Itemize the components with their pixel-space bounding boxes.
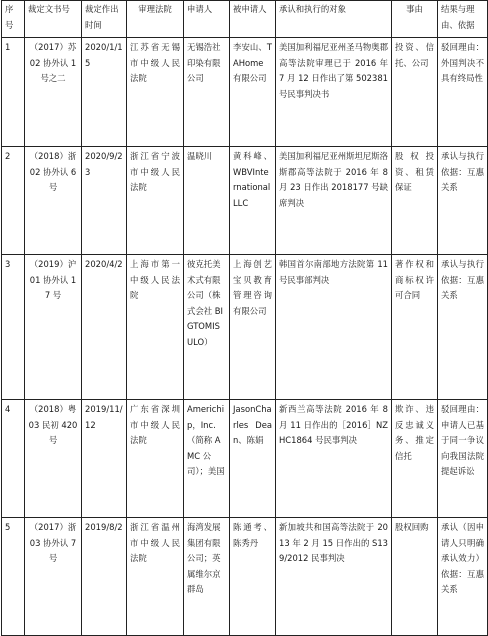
cell-object: 美国加利福尼亚州斯坦尼斯洛斯郡高等法院于 2016 年 8 月 23 日作出 2018177 号缺席判决 <box>276 147 392 255</box>
table-row <box>2 38 488 147</box>
cell-object: 韩国首尔南部地方法院第 11 号民事部判决 <box>276 255 392 400</box>
cell-ruling-date: 2019/11/12 <box>82 400 127 518</box>
cell-result: 承认与执行依据：互惠关系 <box>438 147 488 255</box>
cell-court: 江苏省无锡市中级人民法院 <box>127 38 184 147</box>
cell-object: 新西兰高等法院 2016 年 8 月 11 日作出的［2016］NZHC1864 号民事判决 <box>276 400 392 518</box>
table-row <box>2 147 488 255</box>
cell-applicant: Americhip，Inc.（简称 AMC 公司）；美国 <box>184 400 230 518</box>
cell-respondent: JasonCharles Dean、陈娟 <box>230 400 276 518</box>
cell-no: 2 <box>2 147 25 255</box>
header-respondent: 被申请人 <box>230 1 276 38</box>
cell-cause: 股权投资、租赁保证 <box>392 147 438 255</box>
cell-result: 驳回理由：外国判决不具有终局性 <box>438 38 488 147</box>
cell-doc-number: （2019）沪 01 协外认 17 号 <box>25 255 82 400</box>
table-header-row <box>2 1 488 38</box>
cell-court: 浙江省温州市中级人民法院 <box>127 518 184 636</box>
cell-applicant: 彼克托美术式有限公司（株式会社 BIGTOMISULO） <box>184 255 230 400</box>
header-applicant: 申请人 <box>184 1 230 38</box>
cell-applicant: 无锡浩社印染有限公司 <box>184 38 230 147</box>
header-doc-number: 裁定文书号 <box>25 1 82 38</box>
table-row <box>2 400 488 518</box>
table-row <box>2 518 488 636</box>
cell-no: 1 <box>2 38 25 147</box>
cell-result: 承认（因申请人只明确承认效力）依据：互惠关系 <box>438 518 488 636</box>
cell-no: 5 <box>2 518 25 636</box>
cell-object: 美国加利福尼亚州圣马物奥郡高等法院审理已于 2016 年 7 月 12 日作出了第 502381 号民事判决书 <box>276 38 392 147</box>
cell-applicant: 海湾发展集团有限公司；英属维尔京群岛 <box>184 518 230 636</box>
table-row <box>2 255 488 400</box>
cell-ruling-date: 2019/8/2 <box>82 518 127 636</box>
cell-court: 上海市第一中级人民法院 <box>127 255 184 400</box>
cell-no: 4 <box>2 400 25 518</box>
cell-no: 3 <box>2 255 25 400</box>
cell-ruling-date: 2020/4/2 <box>82 255 127 400</box>
cell-applicant: 温晓川 <box>184 147 230 255</box>
header-ruling-date: 裁定作出时间 <box>82 1 127 38</box>
cell-court: 广东省深圳市中级人民法院 <box>127 400 184 518</box>
cell-doc-number: （2018）粤 03 民初 420 号 <box>25 400 82 518</box>
cell-doc-number: （2017）苏 02 协外认 1 号之二 <box>25 38 82 147</box>
cell-respondent: 李安山、TAHome 有限公司 <box>230 38 276 147</box>
cell-cause: 投资、信托、公司 <box>392 38 438 147</box>
header-court: 审理法院 <box>127 1 184 38</box>
cell-doc-number: （2017）浙 03 协外认 7 号 <box>25 518 82 636</box>
cell-respondent: 黄科峰、WBVInternationalLLC <box>230 147 276 255</box>
cell-doc-number: （2018）浙 02 协外认 6 号 <box>25 147 82 255</box>
cell-respondent: 上海创艺宝贝教育管理咨询有限公司 <box>230 255 276 400</box>
header-cause: 事由 <box>392 1 438 38</box>
cell-result: 承认与执行依据：互惠关系 <box>438 255 488 400</box>
cell-result: 驳回理由：申请人已基于同一争议向我国法院提起诉讼 <box>438 400 488 518</box>
cell-ruling-date: 2020/1/15 <box>82 38 127 147</box>
cell-respondent: 陈通考、陈秀丹 <box>230 518 276 636</box>
header-object: 承认和执行的对象 <box>276 1 392 38</box>
cell-object: 新加坡共和国高等法院于 2013 年 2 月 15 日作出的 S139/2012 民事判决 <box>276 518 392 636</box>
cell-cause: 欺诈、违反忠诚义务、推定信托 <box>392 400 438 518</box>
recognition-cases-table <box>1 0 488 636</box>
header-result: 结果与理由、依据 <box>438 1 488 38</box>
cell-court: 浙江省宁波市中级人民法院 <box>127 147 184 255</box>
header-no: 序号 <box>2 1 25 38</box>
cell-ruling-date: 2020/9/23 <box>82 147 127 255</box>
cell-cause: 著作权和商标权许可合同 <box>392 255 438 400</box>
cell-cause: 股权回购 <box>392 518 438 636</box>
